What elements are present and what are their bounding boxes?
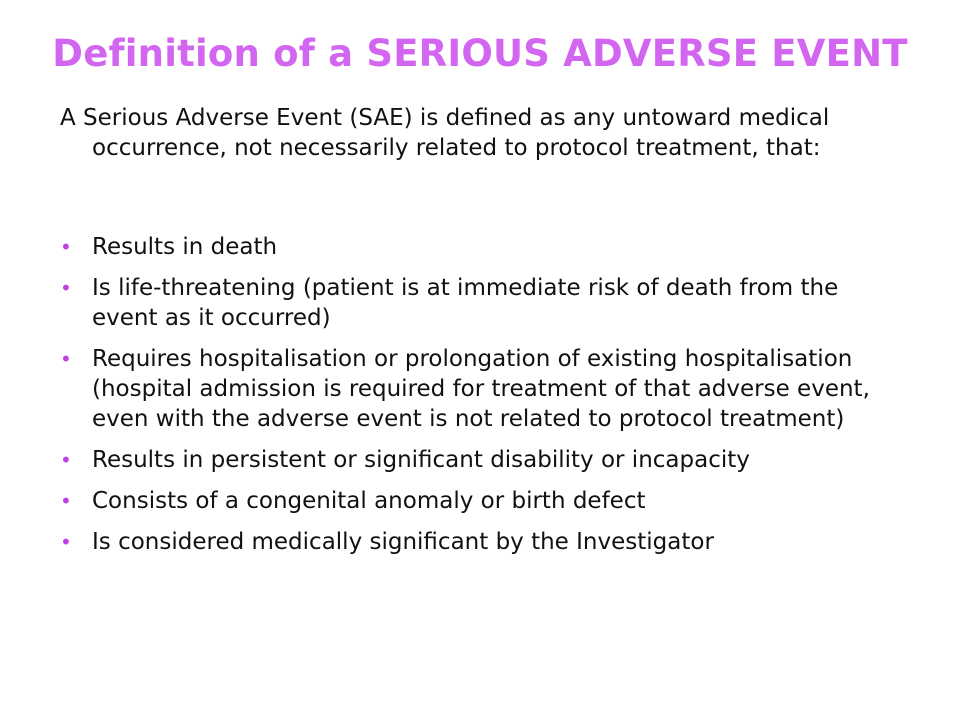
criteria-item-life-threatening	[60, 273, 880, 333]
criteria-item-congenital-anomaly	[60, 486, 880, 516]
bullet-icon: •	[60, 347, 72, 371]
criteria-item-death	[60, 232, 880, 262]
bullet-icon: •	[60, 448, 72, 472]
bullet-icon: •	[60, 530, 72, 554]
criteria-text: Results in death	[92, 234, 278, 260]
criteria-text: Consists of a congenital anomaly or birth defect	[92, 488, 646, 514]
criteria-item-medically-significant	[60, 527, 880, 557]
criteria-item-hospitalisation	[60, 344, 880, 434]
criteria-text: Results in persistent or significant disability or incapacity	[92, 447, 750, 473]
bullet-icon: •	[60, 276, 72, 300]
criteria-text: Is considered medically significant by the Investigator	[92, 529, 714, 555]
bullet-icon: •	[60, 235, 72, 259]
criteria-text: Is life-threatening (patient is at immediate risk of death from the event as it occurred)	[92, 275, 839, 331]
criteria-text: Requires hospitalisation or prolongation of existing hospitalisation (hospital admission is required for treatment of that adverse event, even with the adverse event is not related to protocol treatment)	[92, 346, 870, 432]
bullet-icon: •	[60, 489, 72, 513]
slide-title: Definition of a SERIOUS ADVERSE EVENT	[52, 32, 908, 75]
criteria-list	[60, 232, 880, 568]
intro-paragraph: A Serious Adverse Event (SAE) is defined as any untoward medical occurrence, not necessarily related to protocol treatment, that:	[60, 105, 830, 161]
criteria-item-disability	[60, 445, 880, 475]
